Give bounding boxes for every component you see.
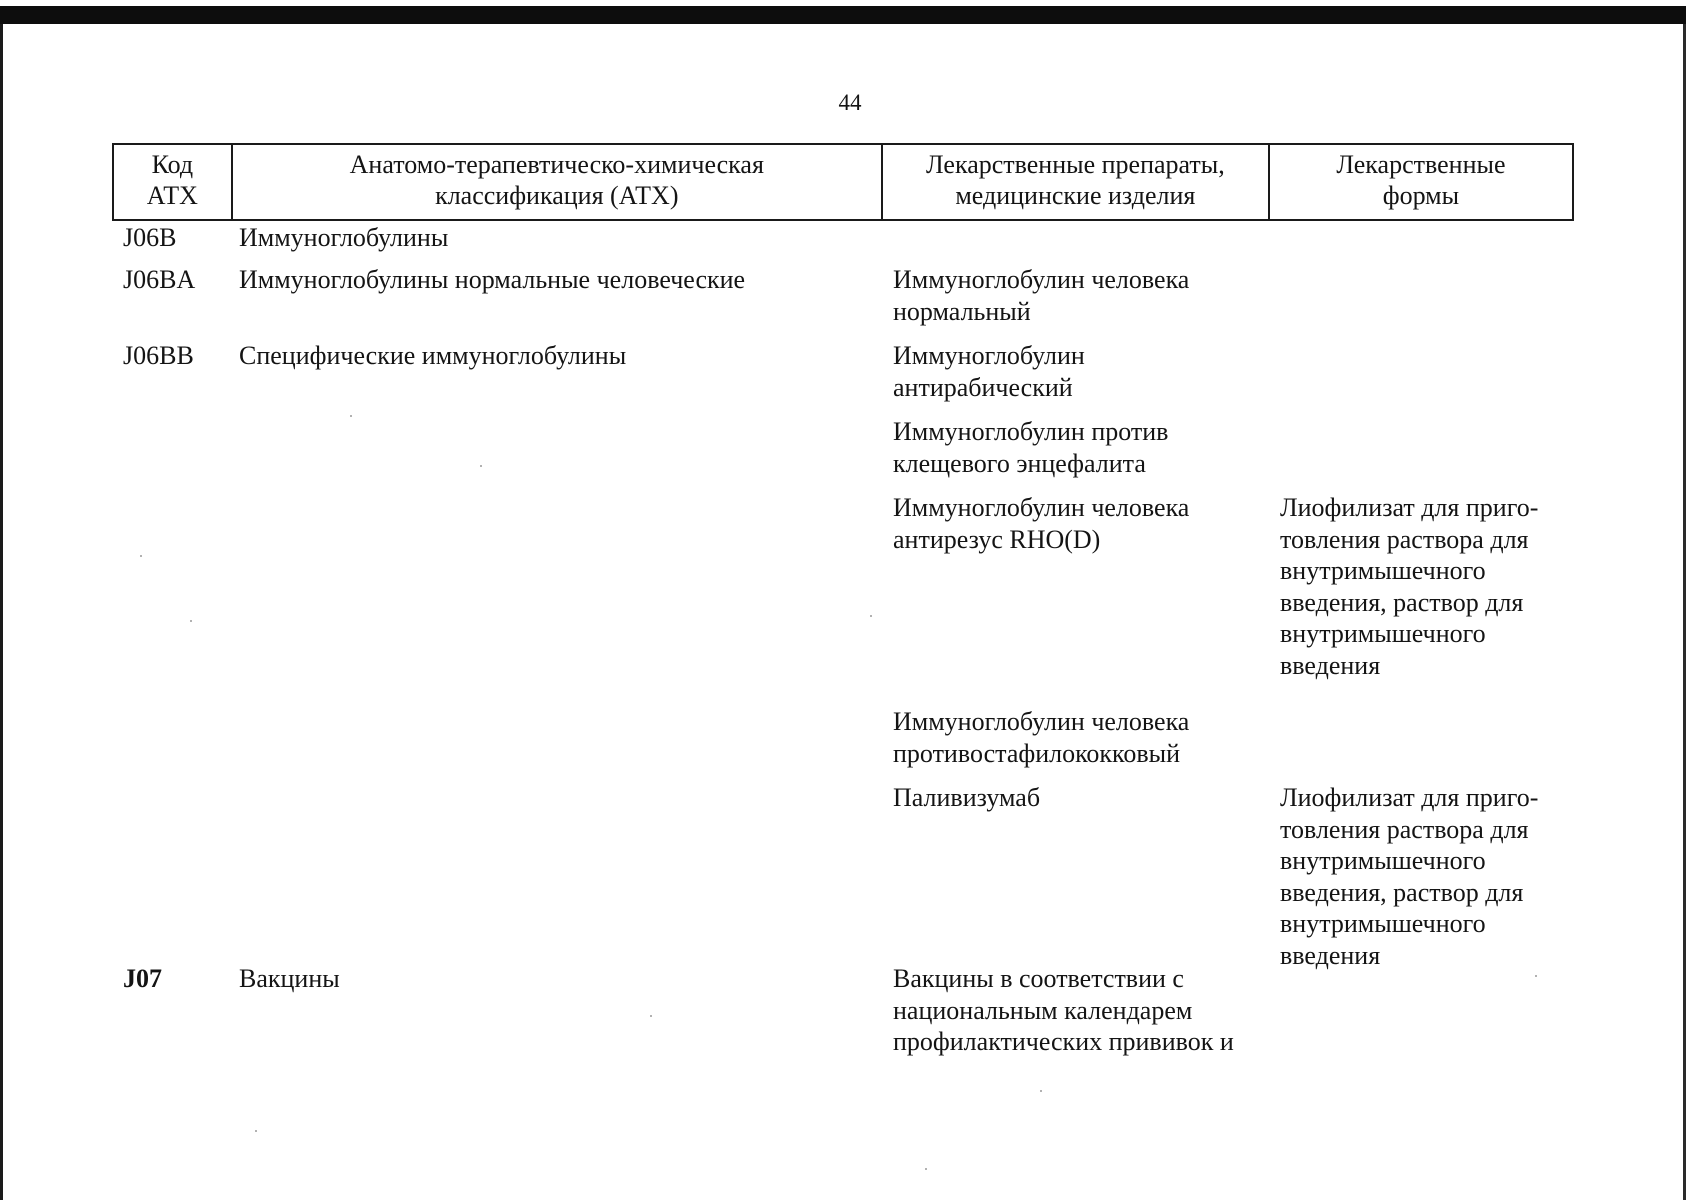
drug-name: Паливизумаб	[893, 783, 1041, 812]
header-forms: Лекарственные формы	[1268, 145, 1572, 219]
atx-name: Вакцины	[239, 964, 340, 993]
atx-code: J07	[123, 964, 162, 993]
atx-code: J06B	[123, 223, 177, 252]
atx-code: J06BB	[123, 341, 194, 370]
drug-name: Иммуноглобулин антирабический	[893, 341, 1085, 402]
drug-name: Иммуноглобулин человека антирезус RHO(D)	[893, 493, 1190, 554]
dosage-form: Лиофилизат для приго- товления раствора для внутримышечного введения, раствор для внутримышечного введения	[1280, 783, 1539, 970]
atx-name: Иммуноглобулины	[239, 223, 449, 252]
drug-name: Иммуноглобулин человека противостафилококковый	[893, 707, 1190, 768]
drug-name: Иммуноглобулин человека нормальный	[893, 265, 1190, 326]
scan-left-border	[0, 24, 3, 1200]
header-classification: Анатомо-терапевтическо-химическая классификация (АТХ)	[231, 145, 881, 219]
atx-code: J06BA	[123, 265, 196, 294]
dosage-form: Лиофилизат для приго- товления раствора для внутримышечного введения, раствор для внутримышечного введения	[1280, 493, 1539, 680]
header-code: Код АТХ	[146, 150, 198, 210]
scan-top-border	[0, 6, 1686, 24]
atx-name: Иммуноглобулины нормальные человеческие	[239, 265, 746, 294]
page-number: 44	[838, 90, 862, 115]
drug-name: Вакцины в соответствии с национальным календарем профилактических прививок и	[893, 964, 1234, 1056]
header-drugs: Лекарственные препараты, медицинские изделия	[881, 145, 1268, 219]
drug-name: Иммуноглобулин против клещевого энцефалита	[893, 417, 1169, 478]
table-header	[112, 143, 1574, 221]
atx-name: Специфические иммуноглобулины	[239, 341, 627, 370]
